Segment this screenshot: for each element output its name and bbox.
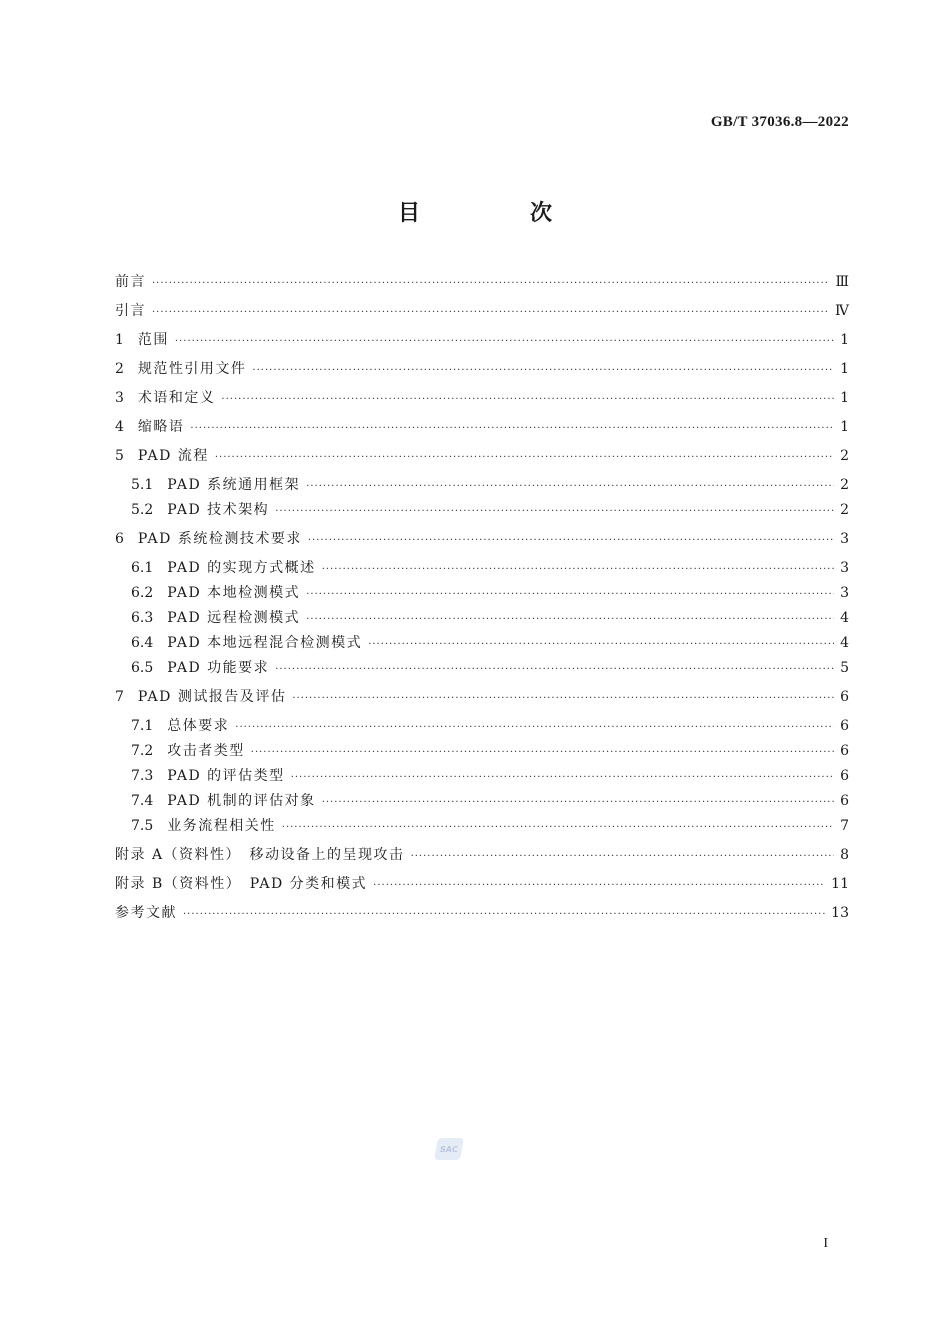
toc-dot-leader [368,635,834,655]
toc-entry[interactable] [115,766,849,786]
toc-entry-title: 攻击者类型 [167,743,245,759]
toc-entry-title: PAD 的评估类型 [167,768,285,784]
toc-dot-leader [306,477,834,497]
toc-entry[interactable] [115,500,849,520]
toc-entry[interactable] [115,417,849,437]
toc-entry-title: PAD 远程检测模式 [167,610,301,626]
toc-entry-page: Ⅳ [835,303,849,319]
toc-entry[interactable] [115,716,849,736]
toc-entry-number: 7.1 [131,718,154,734]
toc-entry[interactable] [115,608,849,628]
toc-entry-title: PAD 系统检测技术要求 [137,531,302,547]
toc-entry[interactable] [115,687,849,707]
toc-entry-page: 2 [840,448,849,464]
toc-entry-number: 4 [115,419,124,435]
toc-entry[interactable] [115,633,849,653]
toc-dot-leader [291,768,834,788]
toc-entry-title: 术语和定义 [137,390,216,406]
toc-entry-title: 参考文献 [115,905,177,921]
toc-entry-title: PAD 测试报告及评估 [137,689,287,705]
toc-entry[interactable] [115,330,849,350]
toc-entry-title: 规范性引用文件 [137,361,247,377]
toc-dot-leader [152,303,829,323]
toc-dot-leader [411,847,835,867]
toc-entry-page: 5 [840,660,849,676]
toc-entry-page: Ⅲ [835,274,849,290]
toc-dot-leader [308,531,834,551]
toc-entry-title: PAD 本地远程混合检测模式 [167,635,363,651]
toc-entry-number: 7.5 [131,818,154,834]
toc-entry-title: PAD 的实现方式概述 [167,560,316,576]
toc-entry-number: 5.2 [131,502,154,518]
toc-entry-title: PAD 系统通用框架 [167,477,301,493]
toc-entry-page: 2 [840,477,849,493]
toc-dot-leader [306,610,834,630]
toc-dot-leader [275,660,834,680]
toc-entry[interactable] [115,816,849,836]
toc-entry-title: 引言 [115,303,146,319]
toc-entry-page: 8 [840,847,849,863]
toc-entry-title: 缩略语 [137,419,185,435]
toc-dot-leader [152,274,829,294]
table-of-contents [115,272,849,932]
toc-entry-page: 4 [840,610,849,626]
toc-entry-number: 7.4 [131,793,154,809]
toc-dot-leader [322,793,834,813]
toc-dot-leader [215,448,834,468]
toc-entry-page: 6 [840,768,849,784]
toc-dot-leader [190,419,834,439]
toc-dot-leader [175,332,834,352]
toc-entry-page: 1 [840,419,849,435]
watermark-logo: SAC [434,1138,464,1160]
toc-entry[interactable] [115,741,849,761]
toc-entry-title: PAD 功能要求 [167,660,270,676]
toc-entry-title: PAD 流程 [137,448,209,464]
toc-entry-title: PAD 机制的评估对象 [167,793,316,809]
toc-entry-page: 6 [840,793,849,809]
toc-entry-page: 11 [831,876,849,892]
toc-entry-number: 2 [115,361,124,377]
toc-dot-leader [252,361,834,381]
page-number: I [823,1236,828,1251]
toc-entry-number: 6.2 [131,585,154,601]
toc-entry-page: 1 [840,390,849,406]
toc-entry-number: 1 [115,332,124,348]
toc-dot-leader [373,876,825,896]
toc-entry-number: 5 [115,448,124,464]
toc-entry[interactable] [115,874,849,894]
toc-entry-number: 6 [115,531,124,547]
toc-dot-leader [306,585,834,605]
toc-entry[interactable] [115,301,849,321]
page-title: 目 次 [397,201,596,226]
toc-dot-leader [282,818,834,838]
toc-dot-leader [322,560,834,580]
toc-entry-page: 4 [840,635,849,651]
toc-entry-title: 附录 B（资料性） PAD 分类和模式 [115,876,368,892]
toc-entry-page: 3 [840,531,849,547]
toc-dot-leader [275,502,834,522]
toc-entry-page: 1 [840,332,849,348]
toc-entry[interactable] [115,359,849,379]
toc-entry-title: PAD 本地检测模式 [167,585,301,601]
toc-entry-number: 6.3 [131,610,154,626]
toc-dot-leader [221,390,834,410]
toc-entry[interactable] [115,845,849,865]
toc-entry[interactable] [115,791,849,811]
toc-entry-number: 6.1 [131,560,154,576]
toc-entry[interactable] [115,475,849,495]
toc-entry-title: 附录 A（资料性） 移动设备上的呈现攻击 [115,847,405,863]
toc-entry-page: 6 [840,743,849,759]
toc-entry-number: 5.1 [131,477,154,493]
toc-entry[interactable] [115,903,849,923]
toc-entry[interactable] [115,529,849,549]
toc-dot-leader [251,743,834,763]
toc-entry[interactable] [115,558,849,578]
toc-entry-number: 6.4 [131,635,154,651]
toc-entry-title: 业务流程相关性 [167,818,276,834]
toc-dot-leader [235,718,834,738]
toc-entry[interactable] [115,658,849,678]
toc-entry-title: PAD 技术架构 [167,502,270,518]
toc-entry[interactable] [115,388,849,408]
toc-entry-page: 1 [840,361,849,377]
toc-entry-page: 3 [840,560,849,576]
toc-entry[interactable] [115,583,849,603]
toc-dot-leader [292,689,834,709]
toc-entry-title: 范围 [137,332,169,348]
toc-entry-page: 13 [831,905,849,921]
toc-entry-page: 3 [840,585,849,601]
toc-entry-page: 2 [840,502,849,518]
toc-entry-page: 7 [840,818,849,834]
toc-entry-number: 7.2 [131,743,154,759]
toc-entry-title: 总体要求 [167,718,230,734]
toc-entry[interactable] [115,446,849,466]
toc-entry-page: 6 [840,689,849,705]
toc-entry-number: 6.5 [131,660,154,676]
toc-entry[interactable] [115,272,849,292]
toc-entry-number: 7.3 [131,768,154,784]
toc-dot-leader [183,905,825,925]
toc-entry-page: 6 [840,718,849,734]
toc-entry-number: 7 [115,689,124,705]
toc-entry-number: 3 [115,390,124,406]
toc-entry-title: 前言 [115,274,146,290]
header-standard-code: GB/T 37036.8—2022 [710,114,849,130]
